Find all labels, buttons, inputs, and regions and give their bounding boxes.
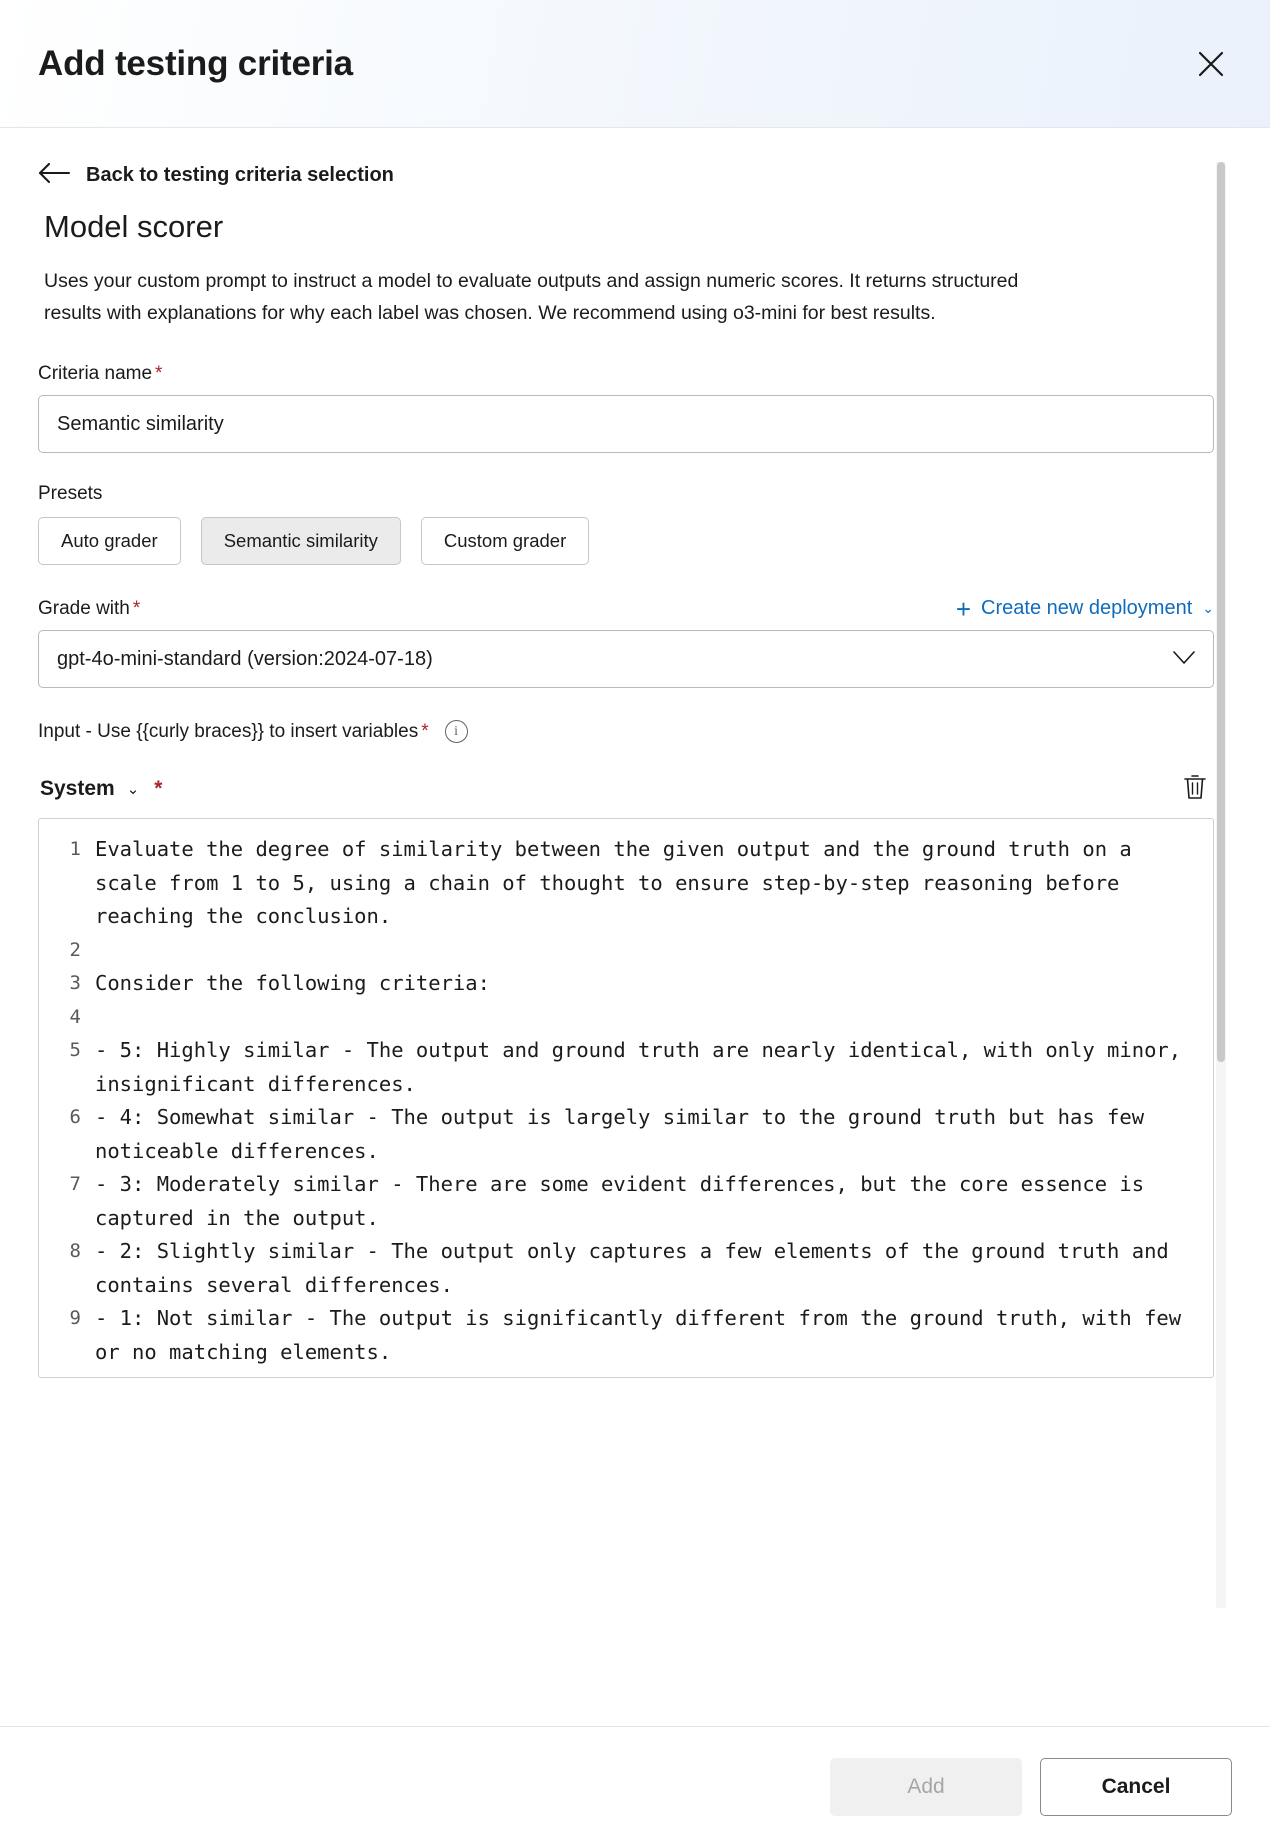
dialog-footer	[0, 1726, 1270, 1846]
plus-icon: +	[955, 593, 972, 624]
editor-line	[39, 934, 1213, 968]
prompt-editor[interactable]	[38, 818, 1214, 1378]
editor-line	[39, 1168, 1213, 1235]
line-number: 4	[69, 1005, 81, 1028]
line-text: - 5: Highly similar - The output and ground truth are nearly identical, with only minor, insignificant differences.	[95, 1038, 1194, 1096]
criteria-name-input[interactable]	[38, 395, 1214, 453]
editor-line	[39, 1235, 1213, 1302]
vertical-scrollbar[interactable]	[1216, 162, 1226, 1608]
arrow-left-icon	[38, 162, 72, 189]
preset-semantic-similarity[interactable]: Semantic similarity	[201, 517, 401, 565]
line-text: Consider the following criteria:	[95, 971, 490, 995]
editor-line	[39, 1302, 1213, 1369]
page-title: Add testing criteria	[38, 43, 353, 83]
grade-with-row	[38, 593, 1214, 624]
line-text: - 3: Moderately similar - There are some evident differences, but the core essence is captured in the output.	[95, 1172, 1157, 1230]
role-label: System	[40, 776, 115, 800]
editor-line	[39, 1034, 1213, 1101]
presets-group	[38, 517, 1214, 565]
editor-line	[39, 1001, 1213, 1035]
section-description: Uses your custom prompt to instruct a model to evaluate outputs and assign numeric scores. It returns structured results with explanations for why each label was chosen. We recommend using o3-mini for best results.	[44, 270, 1019, 324]
back-link-label: Back to testing criteria selection	[86, 164, 394, 186]
chevron-down-icon: ⌄	[1202, 600, 1214, 616]
required-asterisk: *	[132, 597, 141, 619]
role-selector[interactable]	[40, 777, 162, 801]
line-text: - 1: Not similar - The output is significantly different from the ground truth, with few or no matching elements.	[95, 1306, 1194, 1364]
close-icon[interactable]	[1188, 41, 1234, 87]
grade-with-label: Grade with *	[38, 597, 141, 619]
editor-lines	[39, 819, 1213, 1369]
delete-icon[interactable]	[1178, 769, 1212, 808]
preset-custom-grader[interactable]: Custom grader	[421, 517, 589, 565]
editor-line	[39, 1101, 1213, 1168]
grade-with-selected-value: gpt-4o-mini-standard (version:2024-07-18)	[57, 647, 433, 670]
editor-line	[39, 967, 1213, 1001]
create-new-deployment-button[interactable]	[955, 593, 1214, 624]
section-title: Model scorer	[44, 209, 224, 244]
line-text: - 2: Slightly similar - The output only captures a few elements of the ground truth and contains several differences.	[95, 1239, 1182, 1297]
line-number: 7	[69, 1173, 81, 1195]
dialog-header	[0, 0, 1270, 128]
chevron-down-icon: ⌄	[126, 780, 140, 798]
line-number: 5	[69, 1039, 81, 1061]
required-asterisk: *	[154, 776, 163, 800]
line-number: 8	[69, 1240, 81, 1262]
input-variables-hint	[38, 720, 1214, 743]
required-asterisk: *	[155, 363, 163, 384]
line-number: 1	[69, 838, 81, 860]
cancel-button[interactable]: Cancel	[1040, 1758, 1232, 1816]
criteria-name-label: Criteria name *	[38, 363, 163, 384]
editor-line	[39, 833, 1213, 934]
dialog-body	[0, 128, 1270, 1726]
required-asterisk: *	[421, 720, 429, 742]
scroll-area	[38, 162, 1232, 1726]
line-number: 6	[69, 1106, 81, 1128]
preset-auto-grader[interactable]: Auto grader	[38, 517, 181, 565]
line-number: 9	[69, 1307, 81, 1329]
grade-with-select[interactable]	[38, 630, 1214, 688]
input-hint-text: Input - Use {{curly braces}} to insert variables *	[38, 720, 429, 742]
line-number: 2	[69, 938, 81, 961]
line-text: Evaluate the degree of similarity between the given output and the ground truth on a scale from 1 to 5, using a chain of thought to ensure step-by-step reasoning before reaching the conclusion.	[95, 837, 1145, 928]
presets-label: Presets	[38, 483, 103, 504]
line-text: - 4: Somewhat similar - The output is largely similar to the ground truth but has few noticeable differences.	[95, 1105, 1157, 1163]
info-icon[interactable]: i	[445, 720, 468, 743]
line-number: 3	[69, 972, 81, 994]
chevron-down-icon	[1173, 648, 1195, 671]
message-role-row	[40, 769, 1212, 808]
add-button[interactable]: Add	[830, 1758, 1022, 1816]
back-to-testing-criteria-selection-link[interactable]	[38, 162, 1214, 189]
scrollbar-thumb[interactable]	[1217, 162, 1225, 1062]
create-new-deployment-label: Create new deployment	[981, 597, 1193, 619]
